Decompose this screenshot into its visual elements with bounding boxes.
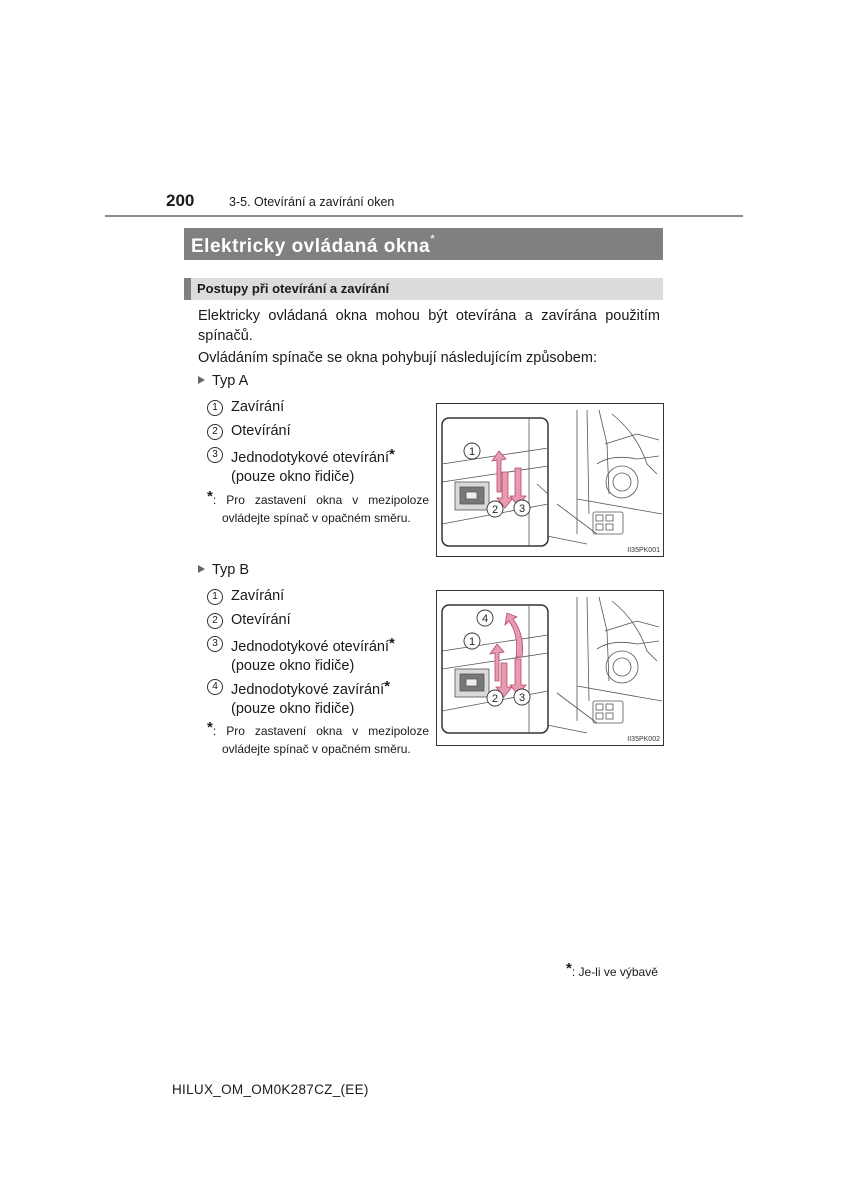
triangle-bullet-icon: [198, 565, 205, 573]
circled-number: 2: [207, 613, 223, 629]
list-item-text: Jednodotykové otevírání: [231, 450, 389, 466]
list-item-qualifier: (pouze okno řidiče): [231, 658, 355, 674]
list-item-qualifier: (pouze okno řidiče): [231, 469, 355, 485]
type-b-label: [198, 562, 249, 578]
optional-equipment-mark: *: [430, 232, 436, 246]
list-item-text: Otevírání: [231, 423, 291, 439]
section-title: [191, 232, 435, 258]
circled-number: 3: [207, 636, 223, 652]
section-title-text: Elektricky ovládaná okna: [191, 236, 431, 257]
list-item: [207, 677, 390, 719]
footnote-text: : Je-li ve výbavě: [571, 965, 658, 979]
type-a-label-text: Typ A: [212, 373, 249, 389]
list-item-text-block: [231, 634, 395, 676]
list-item: [207, 445, 395, 487]
circled-number: 4: [207, 679, 223, 695]
stop-note-text: : Pro zastavení okna v mezipoloze: [212, 493, 429, 507]
list-item: [207, 587, 284, 606]
subheading-bar: [184, 278, 663, 300]
figure-callout: 3: [518, 503, 526, 515]
figure-type-b: [436, 590, 664, 746]
section-title-bar: [184, 228, 663, 260]
figure-type-a: [436, 403, 664, 557]
list-item-text: Zavírání: [231, 588, 285, 604]
type-a-label: [198, 373, 248, 389]
subheading-accent: [184, 278, 191, 300]
list-item-text-block: [231, 677, 390, 719]
stop-note-text: : Pro zastavení okna v mezipoloze: [212, 724, 429, 738]
footer-model-code: HILUX_OM_OM0K287CZ_(EE): [172, 1082, 369, 1097]
circled-number: 1: [207, 589, 223, 605]
stop-note: [207, 719, 429, 758]
stop-note-line-2: ovládejte spínač v opačném směru.: [222, 742, 411, 756]
list-item-text-block: [231, 445, 395, 487]
circled-number: 1: [207, 400, 223, 416]
list-item: [207, 611, 291, 630]
asterisk-mark: *: [566, 960, 572, 977]
list-item-qualifier: (pouze okno řidiče): [231, 701, 355, 717]
figure-callout: 3: [518, 692, 526, 704]
asterisk-mark: *: [389, 635, 395, 652]
list-item: [207, 634, 395, 676]
figure-code: II35PK001: [627, 547, 660, 554]
stop-note-line: [207, 719, 429, 740]
list-item-text: Otevírání: [231, 612, 291, 628]
subheading: Postupy při otevírání a zavírání: [197, 281, 390, 296]
figure-callout: 2: [491, 693, 499, 705]
list-item-text: Jednodotykové zavírání: [231, 682, 385, 698]
circled-number: 3: [207, 447, 223, 463]
asterisk-mark: *: [384, 678, 390, 695]
stop-note-line: [207, 488, 429, 509]
page-number: 200: [166, 191, 195, 210]
type-b-label-text: Typ B: [212, 562, 250, 578]
header-divider: [105, 215, 743, 217]
circled-number: 2: [207, 424, 223, 440]
figure-code: II35PK002: [627, 736, 660, 743]
intro-paragraph-2: Ovládáním spínače se okna pohybují následujícím způsobem:: [198, 350, 597, 366]
breadcrumb: 3-5. Otevírání a zavírání oken: [229, 195, 395, 209]
asterisk-mark: *: [389, 446, 395, 463]
list-item-text: Zavírání: [231, 399, 285, 415]
window-switch-illustration-a: [437, 404, 663, 556]
figure-callout: 1: [468, 636, 476, 648]
triangle-bullet-icon: [198, 376, 205, 384]
asterisk-mark: *: [207, 719, 213, 736]
asterisk-mark: *: [207, 488, 213, 505]
figure-callout: 1: [468, 446, 476, 458]
window-switch-illustration-b: [437, 591, 663, 745]
figure-callout: 2: [491, 504, 499, 516]
figure-callout: 4: [481, 613, 489, 625]
intro-paragraph: Elektricky ovládaná okna mohou být otevírána a zavírána použitím spínačů.: [198, 308, 660, 344]
list-item: [207, 422, 291, 441]
list-item: [207, 398, 284, 417]
stop-note-line-2: ovládejte spínač v opačném směru.: [222, 511, 411, 525]
footnote: [566, 960, 658, 979]
list-item-text: Jednodotykové otevírání: [231, 639, 389, 655]
stop-note: [207, 488, 429, 527]
